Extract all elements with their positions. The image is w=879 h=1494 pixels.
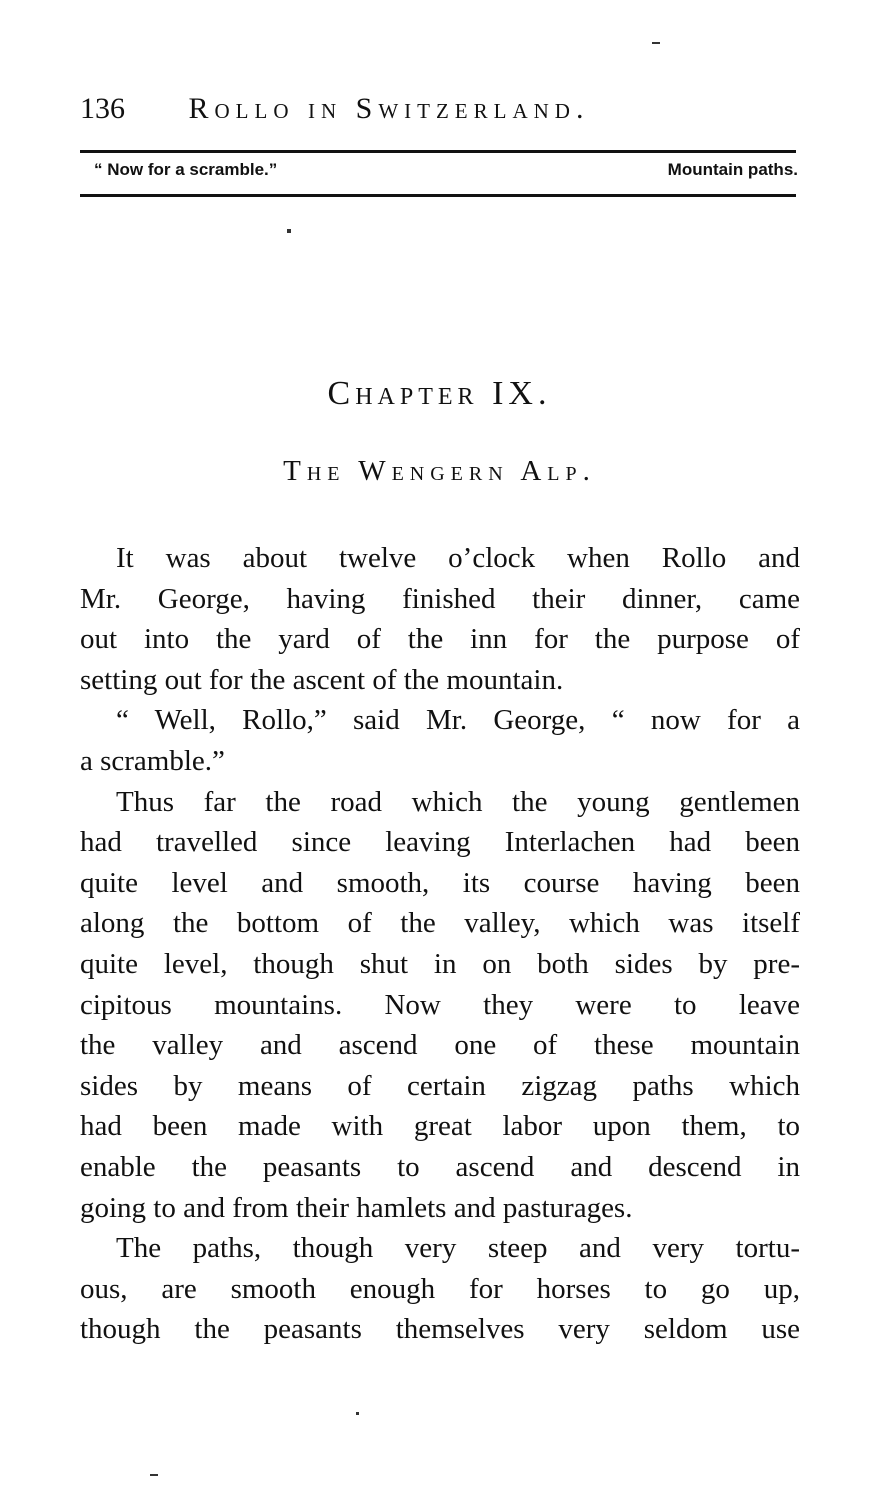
text-line: sides by means of certain zigzag paths which bbox=[80, 1069, 800, 1102]
header-rule-top bbox=[80, 150, 796, 153]
subheader-left: “ Now for a scramble.” bbox=[94, 160, 278, 179]
text-line: had travelled since leaving Interlachen had been bbox=[80, 826, 800, 859]
text-line: the valley and ascend one of these mountain bbox=[80, 1029, 800, 1062]
header-rule-bottom bbox=[80, 194, 796, 197]
text-line: a scramble.” bbox=[80, 744, 225, 777]
text-line: setting out for the ascent of the mountain. bbox=[80, 663, 564, 696]
subheader-right: Mountain paths. bbox=[667, 160, 798, 179]
text-line: going to and from their hamlets and pasturages. bbox=[80, 1191, 633, 1224]
text-line: along the bottom of the valley, which was itself bbox=[80, 907, 800, 940]
print-speck bbox=[356, 1412, 359, 1415]
page-number: 136 bbox=[80, 92, 125, 125]
text-line: out into the yard of the inn for the purpose of bbox=[80, 623, 800, 656]
text-line: cipitous mountains. Now they were to leave bbox=[80, 988, 800, 1021]
text-line: enable the peasants to ascend and descend in bbox=[80, 1150, 800, 1183]
text-line: quite level, though shut in on both sides by pre- bbox=[80, 947, 800, 980]
text-line: though the peasants themselves very seldom use bbox=[80, 1313, 800, 1346]
running-title: Rollo in Switzerland. bbox=[188, 92, 590, 125]
text-line: Mr. George, having finished their dinner, came bbox=[80, 582, 800, 615]
running-head bbox=[80, 92, 800, 126]
print-speck bbox=[287, 229, 291, 233]
text-line: The paths, though very steep and very tortu- bbox=[116, 1232, 800, 1265]
text-line: had been made with great labor upon them, to bbox=[80, 1110, 800, 1143]
text-line: Thus far the road which the young gentlemen bbox=[116, 785, 800, 818]
text-line: “ Well, Rollo,” said Mr. George, “ now for a bbox=[116, 704, 800, 737]
print-speck bbox=[652, 42, 660, 44]
chapter-number: Chapter IX. bbox=[327, 375, 552, 412]
body-text bbox=[80, 538, 800, 1350]
print-speck bbox=[150, 1474, 158, 1476]
chapter-title: The Wengern Alp. bbox=[283, 455, 596, 487]
text-line: quite level and smooth, its course having been bbox=[80, 866, 800, 899]
text-line: It was about twelve o’clock when Rollo and bbox=[116, 542, 800, 574]
text-line: ous, are smooth enough for horses to go up, bbox=[80, 1272, 800, 1305]
